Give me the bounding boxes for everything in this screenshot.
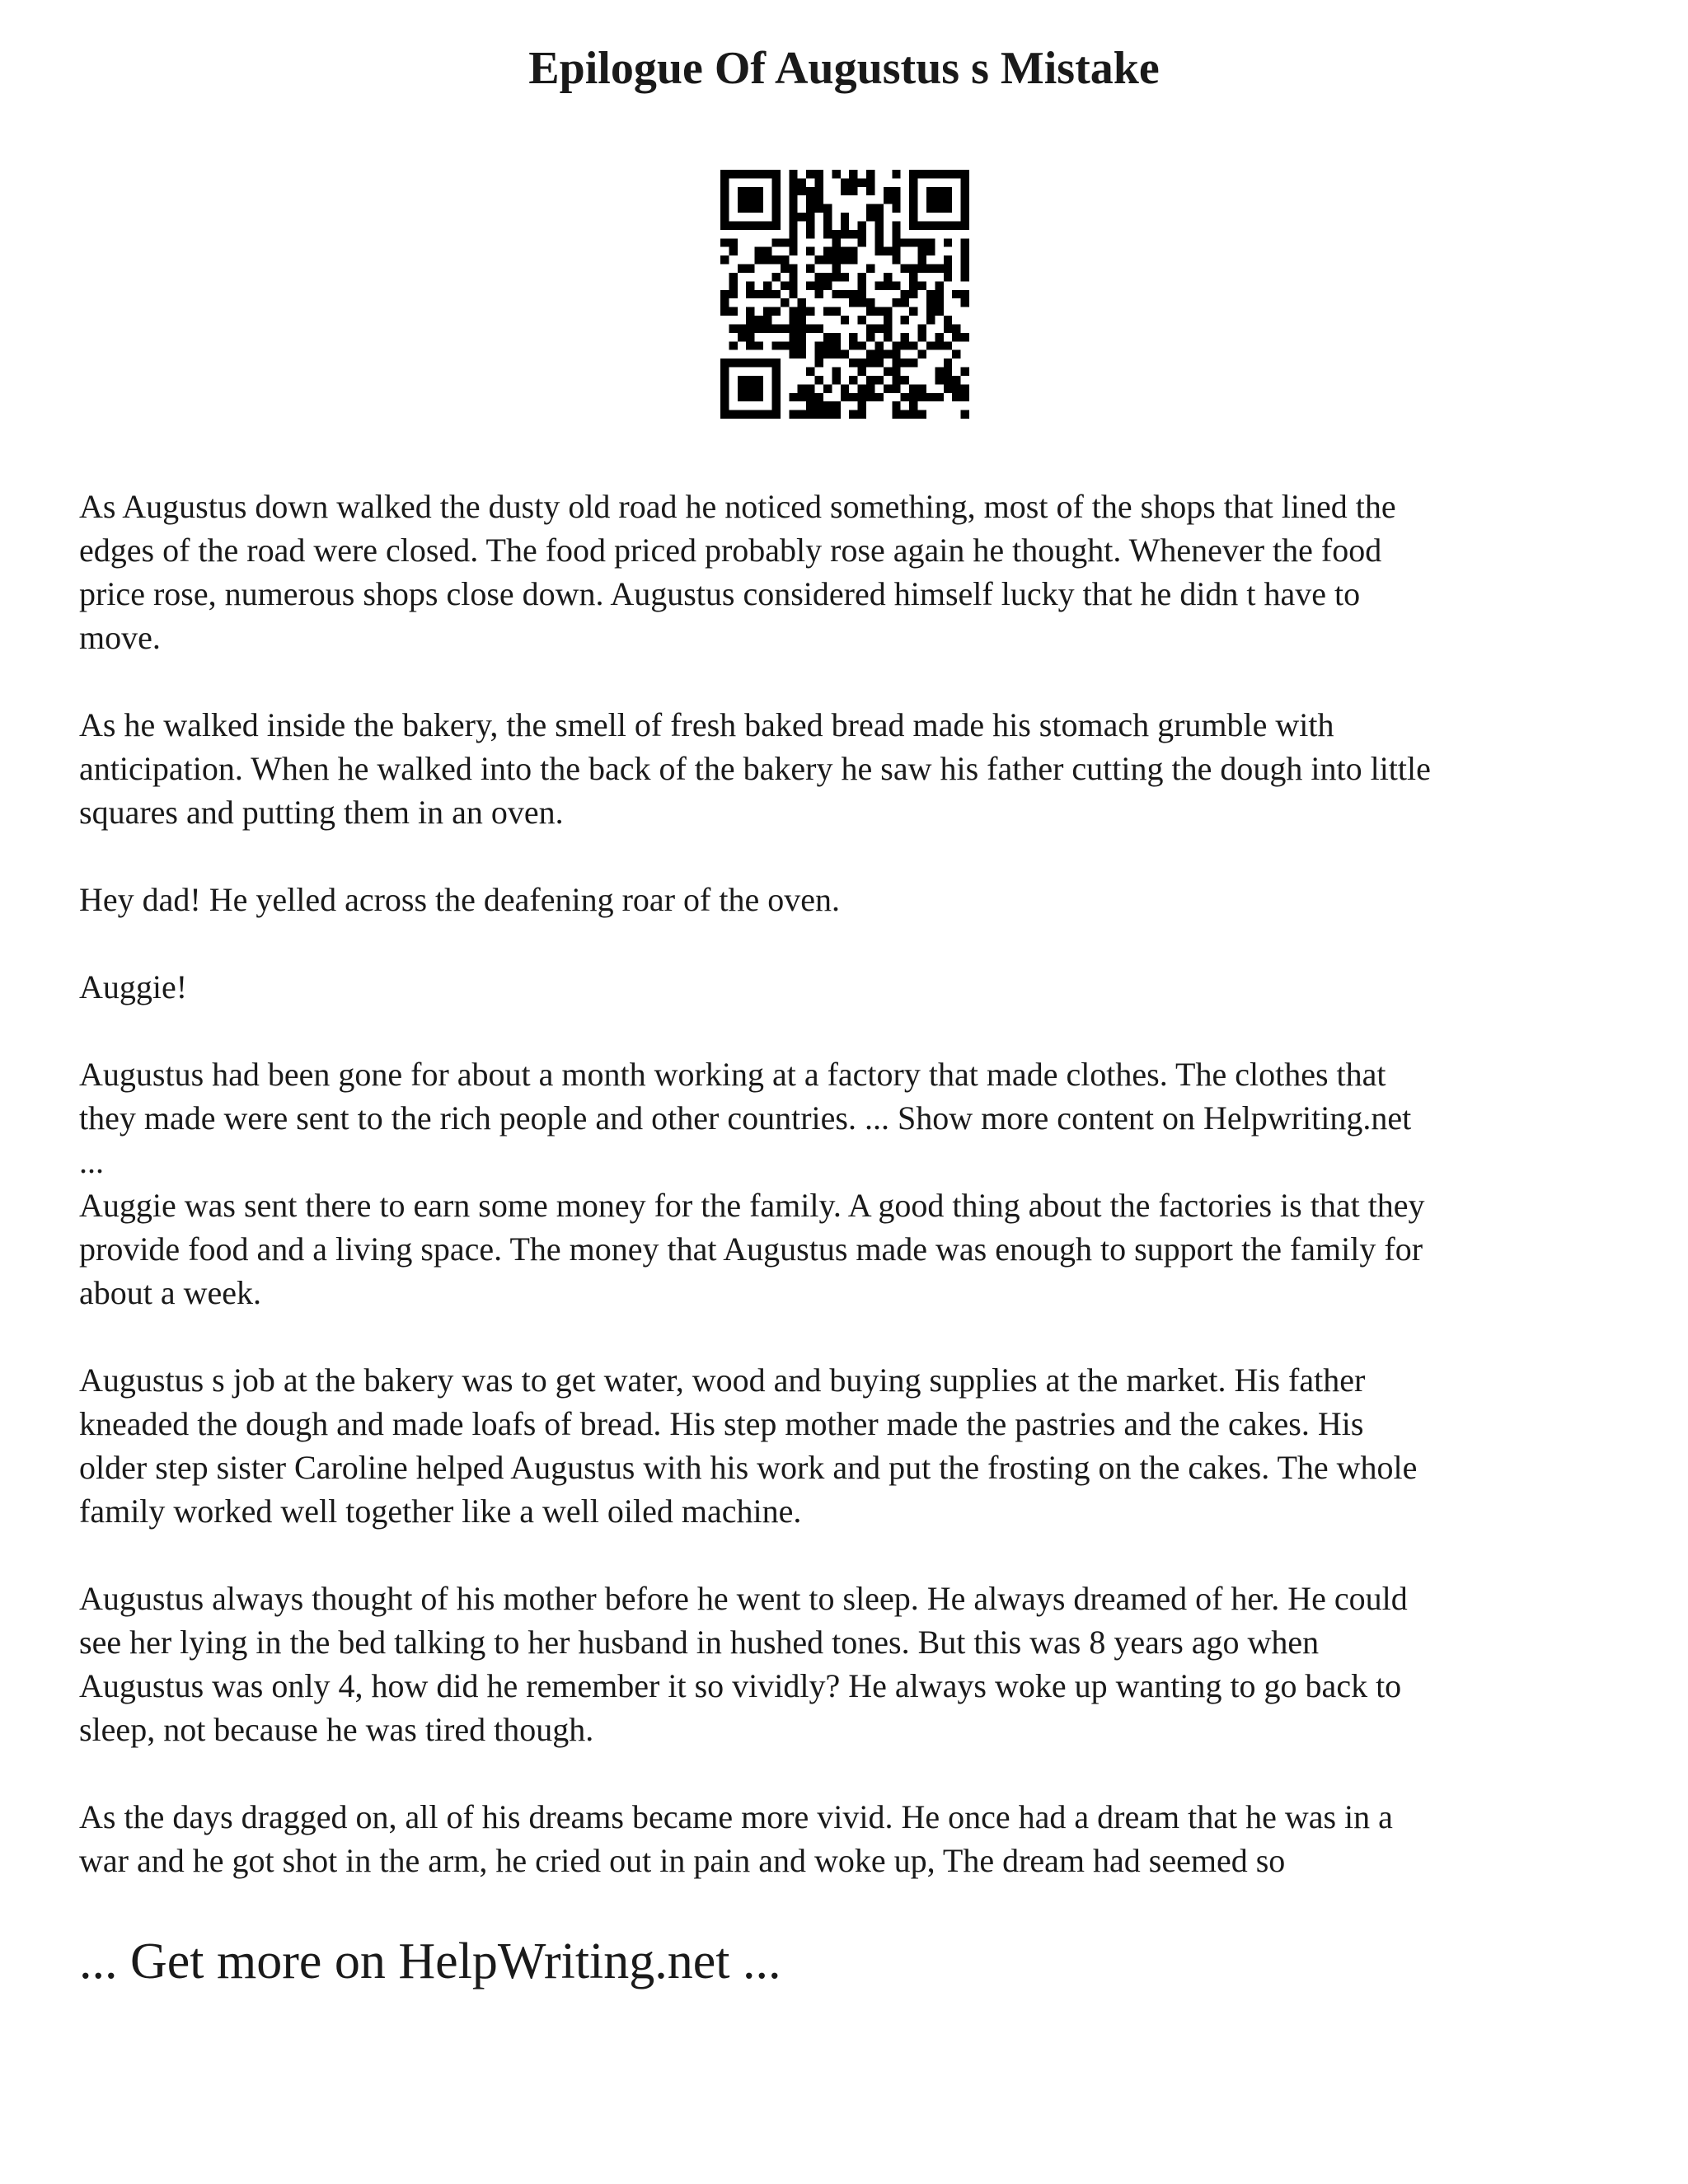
article-body xyxy=(79,485,1620,1882)
paragraph: Hey dad! He yelled across the deafening roar of the oven. xyxy=(79,881,840,918)
get-more-link[interactable]: ... Get more on HelpWriting.net ... xyxy=(79,1933,781,1990)
paragraph: Augustus had been gone for about a month working at a factory that made clothes. The clothes that they made were sent to the rich people and other countries. ... Show more content on Helpwriting.net ... Auggie was sent there to earn some money for the family. A good thing about the factories is that they provide food and a living space. The money that Augustus made was enough to support the family for about a week. xyxy=(79,1056,1425,1311)
paragraph: Augustus s job at the bakery was to get water, wood and buying supplies at the market. His father kneaded the dough and made loafs of bread. His step mother made the pastries and the cakes. His older step sister Caroline helped Augustus with his work and put the frosting on the cakes. The whole family worked well together like a well oiled machine. xyxy=(79,1361,1418,1530)
paragraph: As Augustus down walked the dusty old road he noticed something, most of the shops that lined the edges of the road were closed. The food priced probably rose again he thought. Whenever the food price rose, numerous shops close down. Augustus considered himself lucky that he didn t have to move. xyxy=(79,488,1396,656)
paragraph: Auggie! xyxy=(79,968,188,1005)
paragraph: As the days dragged on, all of his dreams became more vivid. He once had a dream that he was in a war and he got shot in the arm, he cried out in pain and woke up, The dream had seemed so xyxy=(79,1798,1393,1879)
paragraph: Augustus always thought of his mother before he went to sleep. He always dreamed of her. He could see her lying in the bed talking to her husband in hushed tones. But this was 8 years ago when Augustus was only 4, how did he remember it so vividly? He always woke up wanting to go back to sleep, not because he was tired though. xyxy=(79,1580,1408,1748)
qr-code-icon xyxy=(720,170,969,419)
page-title: Epilogue Of Augustus s Mistake xyxy=(528,43,1160,94)
paragraph: As he walked inside the bakery, the smell of fresh baked bread made his stomach grumble with anticipation. When he walked into the back of the bakery he saw his father cutting the dough into little squares and putting them in an oven. xyxy=(79,706,1431,831)
